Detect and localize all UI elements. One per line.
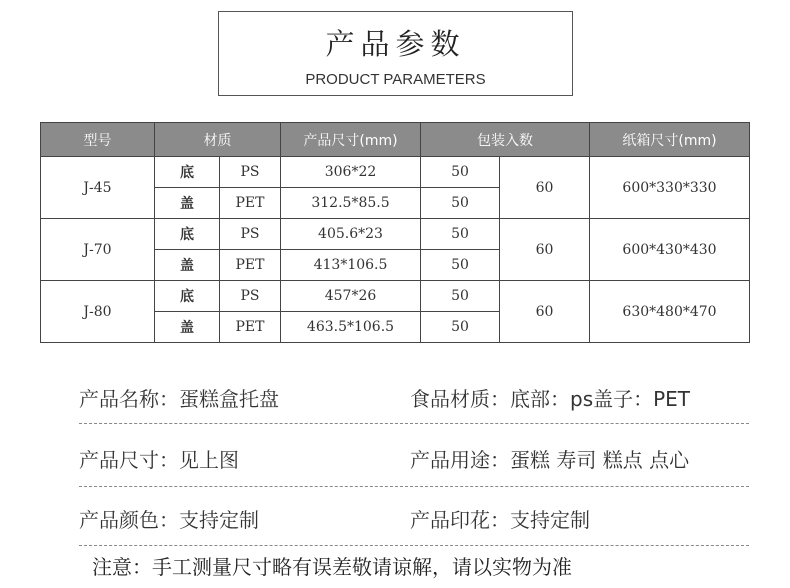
qty-cell: 50 [421,219,500,250]
product-name: 产品名称：蛋糕盒托盘 [79,387,279,411]
note-text: 注意：手工测量尺寸略有误差敬请谅解，请以实物为准 [92,555,572,579]
table-row [41,281,750,312]
title-box [218,11,573,96]
header-model: 型号 [41,123,155,157]
part-cell: 底 [155,219,220,250]
header-material: 材质 [155,123,281,157]
product-print: 产品印花：支持定制 [410,508,590,532]
product-usage: 产品用途：蛋糕 寿司 糕点 点心 [410,448,690,472]
size-cell: 457*26 [281,281,421,312]
material-cell: PET [220,188,281,219]
qty-cell: 50 [421,250,500,281]
model-cell: J-45 [41,157,155,219]
size-cell: 405.6*23 [281,219,421,250]
qty-cell: 50 [421,188,500,219]
carton-cell: 630*480*470 [590,281,750,343]
part-cell: 盖 [155,188,220,219]
material-cell: PS [220,157,281,188]
carton-cell: 600*430*430 [590,219,750,281]
pack-cell: 60 [500,157,590,219]
table-row [41,157,750,188]
material-cell: PET [220,312,281,343]
header-carton-size: 纸箱尺寸(mm) [590,123,750,157]
carton-cell: 600*330*330 [590,157,750,219]
parameters-table [40,122,750,343]
header-pack-qty: 包装入数 [421,123,590,157]
info-row [79,383,749,412]
part-cell: 盖 [155,250,220,281]
size-cell: 463.5*106.5 [281,312,421,343]
page-title: 产品参数 [325,27,466,61]
page-subtitle: PRODUCT PARAMETERS [305,71,486,88]
material-cell: PET [220,250,281,281]
qty-cell: 50 [421,312,500,343]
part-cell: 底 [155,281,220,312]
part-cell: 底 [155,157,220,188]
model-cell: J-80 [41,281,155,343]
qty-cell: 50 [421,157,500,188]
divider [79,423,749,424]
product-size: 产品尺寸：见上图 [79,448,239,472]
divider [79,486,749,487]
material-cell: PS [220,281,281,312]
food-material: 食品材质：底部：ps盖子：PET [410,387,691,411]
info-row [79,504,749,533]
pack-cell: 60 [500,219,590,281]
info-row [79,444,749,473]
size-cell: 306*22 [281,157,421,188]
part-cell: 盖 [155,312,220,343]
material-cell: PS [220,219,281,250]
model-cell: J-70 [41,219,155,281]
product-color: 产品颜色：支持定制 [79,508,259,532]
qty-cell: 50 [421,281,500,312]
table-header-row [41,123,750,157]
size-cell: 413*106.5 [281,250,421,281]
size-cell: 312.5*85.5 [281,188,421,219]
table-row [41,219,750,250]
header-product-size: 产品尺寸(mm) [281,123,421,157]
pack-cell: 60 [500,281,590,343]
divider [79,545,749,546]
